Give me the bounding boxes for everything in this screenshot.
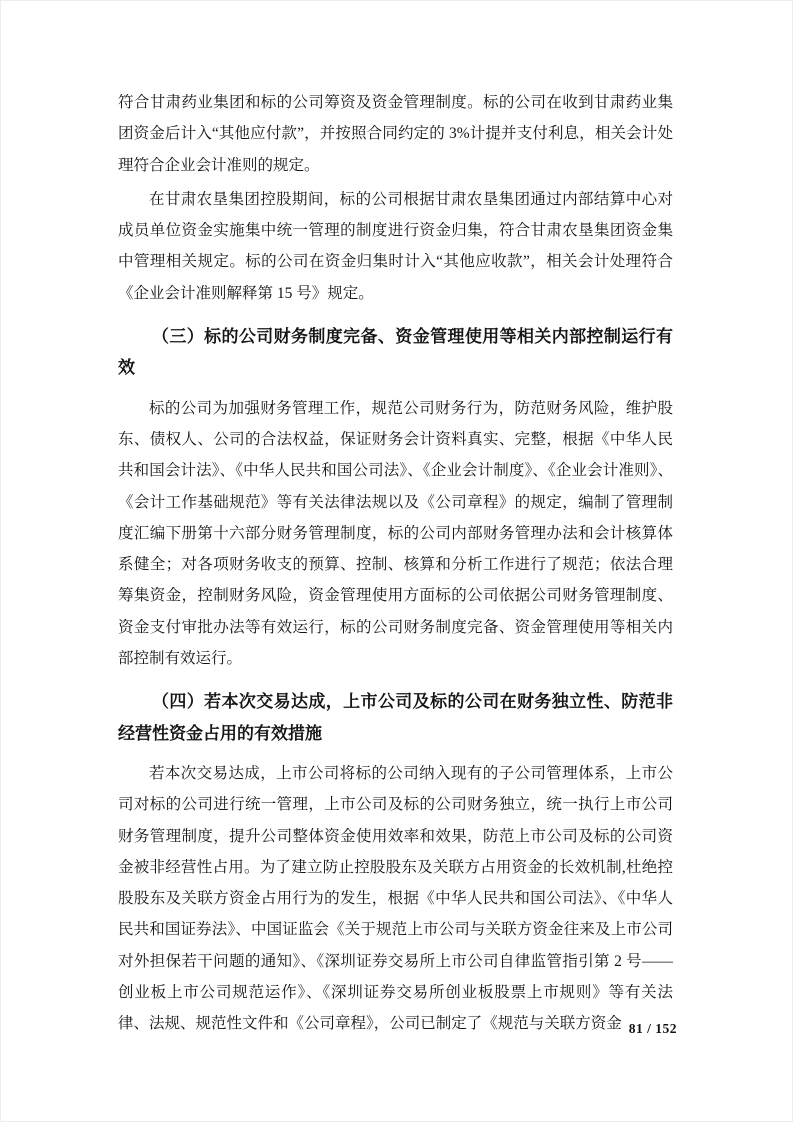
paragraph: 符合甘肃药业集团和标的公司筹资及资金管理制度。标的公司在收到甘肃药业集团资金后计入“其他应付款”，并按照合同约定的 3%计提并支付利息，相关会计处理符合企业会计准则的规定。: [118, 94, 673, 174]
paragraph: 标的公司为加强财务管理工作，规范公司财务行为，防范财务风险，维护股东、债权人、公司的合法权益，保证财务会计资料真实、完整，根据《中华人民共和国会计法》、《中华人民共和国公司法》、《企业会计制度》、《企业会计准则》、《会计工作基础规范》等有关法律法规以及《公司章程》的规定，编制了管理制度汇编下册第十六部分财务管理制度，标的公司内部财务管理办法和会计核算体系健全；对各项财务收支的预算、控制、核算和分析工作进行了规范；依法合理筹集资金，控制财务风险，资金管理使用方面标的公司依据公司财务管理制度、资金支付审批办法等有效运行，标的公司财务制度完备、资金管理使用等相关内部控制有效运行。: [118, 399, 673, 668]
page-number: 81 / 152: [628, 1021, 677, 1036]
document-body: [118, 87, 673, 1043]
section-heading: （四）若本次交易达成，上市公司及标的公司在财务独立性、防范非经营性资金占用的有效措施: [118, 692, 673, 743]
paragraph: 若本次交易达成，上市公司将标的公司纳入现有的子公司管理体系，上市公司对标的公司进行统一管理，上市公司及标的公司财务独立，统一执行上市公司财务管理制度，提升公司整体资金使用效率和效果，防范上市公司及标的公司资金被非经营性占用。为了建立防止控股股东及关联方占用资金的长效机制,杜绝控股股东及关联方资金占用行为的发生，根据《中华人民共和国公司法》、《中华人民共和国证券法》、中国证监会《关于规范上市公司与关联方资金往来及上市公司对外担保若干问题的通知》、《深圳证券交易所上市公司自律监管指引第 2 号——创业板上市公司规范运作》、《深圳证券交易所创业板股票上市规则》等有关法律、法规、规范性文件和《公司章程》，公司已制定了《规范与关联方资金: [118, 764, 673, 1033]
section-heading: （三）标的公司财务制度完备、资金管理使用等相关内部控制运行有效: [118, 327, 673, 378]
paragraph: 在甘肃农垦集团控股期间，标的公司根据甘肃农垦集团通过内部结算中心对成员单位资金实施集中统一管理的制度进行资金归集，符合甘肃农垦集团资金集中管理相关规定。标的公司在资金归集时计入“其他应收款”，相关会计处理符合《企业会计准则解释第 15 号》规定。: [118, 190, 673, 302]
